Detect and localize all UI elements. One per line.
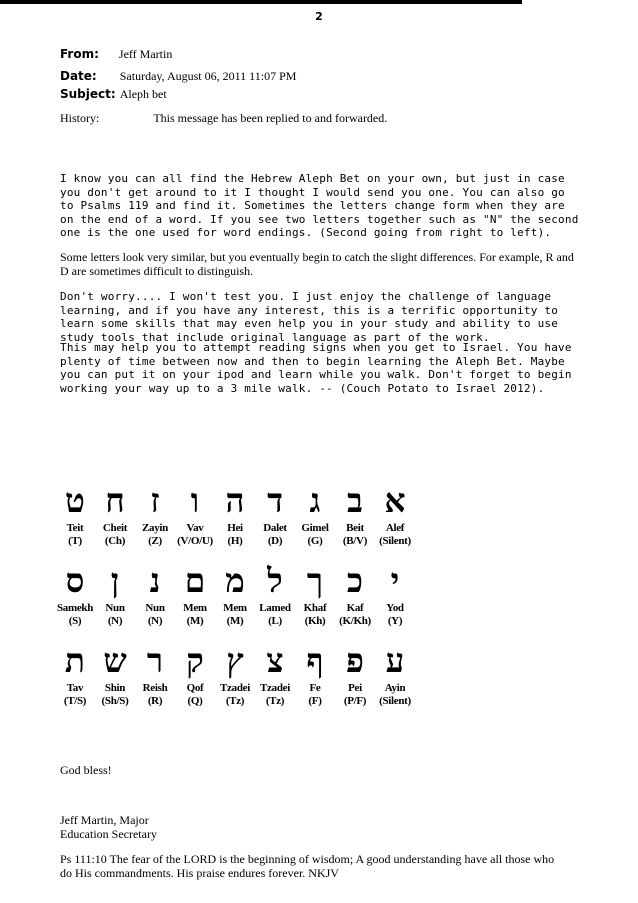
letter-tzadei-final <box>215 640 255 720</box>
letter-yod <box>375 560 415 640</box>
letter-sound: (G) <box>307 535 323 547</box>
letter-glyph: ל <box>267 561 283 600</box>
alphabet-row-2 <box>55 560 415 640</box>
date-value: Saturday, August 06, 2011 11:07 PM <box>119 69 297 83</box>
letter-teit <box>55 480 95 560</box>
letter-ayin <box>375 640 415 720</box>
letter-sound: (N) <box>107 615 123 627</box>
letter-sound: (V/O/U) <box>177 535 213 547</box>
hebrew-alphabet-chart <box>55 480 415 720</box>
letter-fe-final <box>295 640 335 720</box>
letter-sound: (Ch) <box>104 535 126 547</box>
letter-glyph: א <box>384 481 406 520</box>
letter-glyph: ש <box>103 641 127 680</box>
letter-sound: (Silent) <box>379 535 411 547</box>
letter-name: Alef <box>385 522 405 534</box>
alphabet-row-1 <box>55 480 415 560</box>
letter-name: Dalet <box>263 522 287 534</box>
letter-sound: (M) <box>226 615 244 627</box>
letter-alef <box>375 480 415 560</box>
letter-sound: (M) <box>186 615 204 627</box>
history-row <box>60 111 387 126</box>
letter-sound: (Tz) <box>265 695 285 707</box>
letter-glyph: צ <box>266 641 284 680</box>
letter-name: Nun <box>105 602 125 614</box>
letter-glyph: ב <box>347 481 363 520</box>
letter-name: Vav <box>186 522 204 534</box>
letter-sound: (P/F) <box>343 695 367 707</box>
letter-name: Tav <box>66 682 84 694</box>
letter-glyph: ץ <box>226 641 244 680</box>
letter-sound: (Kh) <box>304 615 326 627</box>
letter-nun-final <box>95 560 135 640</box>
letter-glyph: ע <box>385 641 405 680</box>
letter-name: Shin <box>104 682 126 694</box>
history-value: This message has been replied to and forwarded. <box>153 111 388 125</box>
letter-vav <box>175 480 215 560</box>
letter-name: Samekh <box>56 602 94 614</box>
scripture-verse: Ps 111:10 The fear of the LORD is the beginning of wisdom; A good understanding have all those who do His commandments. His praise endures forever. NKJV <box>60 852 555 880</box>
letter-tav <box>55 640 95 720</box>
letter-khaf-final <box>295 560 335 640</box>
subject-label: Subject: <box>60 87 116 101</box>
letter-name: Fe <box>309 682 321 694</box>
letter-sound: (R) <box>147 695 163 707</box>
from-label: From: <box>60 47 99 61</box>
letter-samekh <box>55 560 95 640</box>
letter-name: Khaf <box>303 602 327 614</box>
date-row <box>60 69 296 84</box>
letter-name: Teit <box>66 522 84 534</box>
letter-name: Hei <box>227 522 243 534</box>
letter-qof <box>175 640 215 720</box>
letter-glyph: ח <box>105 481 125 520</box>
date-label: Date: <box>60 69 97 83</box>
letter-name: Mem <box>183 602 207 614</box>
letter-name: Tzadei <box>260 682 290 694</box>
letter-sound: (Y) <box>387 615 403 627</box>
signature-name: Jeff Martin, Major <box>60 813 149 827</box>
from-row <box>60 47 172 62</box>
letter-mem <box>215 560 255 640</box>
subject-row <box>60 87 167 102</box>
letter-glyph: ת <box>64 641 86 680</box>
letter-glyph: ז <box>150 481 160 520</box>
letter-sound: (T/S) <box>63 695 87 707</box>
history-label: History: <box>60 111 100 125</box>
letter-name: Nun <box>145 602 165 614</box>
letter-glyph: ו <box>190 481 200 520</box>
letter-name: Lamed <box>259 602 291 614</box>
letter-sound: (B/V) <box>342 535 368 547</box>
letter-glyph: ר <box>146 641 164 680</box>
letter-glyph: ס <box>65 561 85 600</box>
letter-sound: (Q) <box>187 695 203 707</box>
letter-shin <box>95 640 135 720</box>
letter-sound: (N) <box>147 615 163 627</box>
body-paragraph-2: Some letters look very similar, but you eventually begin to catch the slight differences. For example, R and D are sometimes difficult to distinguish. <box>60 250 574 278</box>
letter-sound: (T) <box>68 535 82 547</box>
letter-name: Kaf <box>346 602 364 614</box>
letter-glyph: ד <box>267 481 283 520</box>
letter-glyph: י <box>390 561 400 600</box>
letter-lamed <box>255 560 295 640</box>
letter-name: Mem <box>223 602 247 614</box>
letter-glyph: מ <box>225 561 245 600</box>
letter-glyph: ג <box>309 481 321 520</box>
letter-name: Tzadei <box>220 682 250 694</box>
letter-glyph: ך <box>306 561 324 600</box>
letter-name: Pei <box>348 682 362 694</box>
letter-glyph: כ <box>346 561 364 600</box>
letter-sound: (S) <box>68 615 82 627</box>
letter-name: Ayin <box>384 682 406 694</box>
letter-glyph: פ <box>346 641 364 680</box>
body-paragraph-4: This may help you to attempt reading signs when you get to Israel. You have plenty of time between now and then to begin learning the Aleph Bet. Maybe you can put it on your ipod and learn while you walk. Don't forget to begin working your way up to a 3 mile walk. -- (Couch Potato to Israel 2012). <box>60 341 572 395</box>
letter-hei <box>215 480 255 560</box>
letter-nun <box>135 560 175 640</box>
letter-name: Beit <box>346 522 364 534</box>
letter-name: Gimel <box>301 522 329 534</box>
letter-glyph: ן <box>110 561 120 600</box>
letter-tzadei <box>255 640 295 720</box>
letter-reish <box>135 640 175 720</box>
letter-glyph: ט <box>65 481 85 520</box>
letter-cheit <box>95 480 135 560</box>
letter-glyph: נ <box>149 561 161 600</box>
letter-glyph: ם <box>184 561 206 600</box>
body-paragraph-1: I know you can all find the Hebrew Aleph Bet on your own, but just in case you don't get around to it I thought I would send you one. You can also go to Psalms 119 and find it. Sometimes the letters change form when they are on the end of a word. If you see two letters together such as "N" the second one is the one used for word endings. (Second going from right to left). <box>60 172 579 240</box>
letter-name: Zayin <box>141 522 168 534</box>
page-number: 2 <box>315 10 323 23</box>
letter-sound: (Tz) <box>225 695 245 707</box>
letter-sound: (Sh/S) <box>101 695 129 707</box>
letter-dalet <box>255 480 295 560</box>
letter-glyph: ף <box>306 641 324 680</box>
closing: God bless! <box>60 763 112 777</box>
alphabet-row-3 <box>55 640 415 720</box>
letter-beit <box>335 480 375 560</box>
signature-title: Education Secretary <box>60 827 157 841</box>
letter-mem-final <box>175 560 215 640</box>
letter-gimel <box>295 480 335 560</box>
letter-name: Yod <box>386 602 404 614</box>
letter-glyph: ק <box>186 641 204 680</box>
letter-sound: (K/Kh) <box>339 615 371 627</box>
letter-name: Cheit <box>102 522 128 534</box>
body-paragraph-3: Don't worry.... I won't test you. I just enjoy the challenge of language learning, and if you have any interest, this is a terrific opportunity to learn some skills that may even help you in your study and ability to use study tools that include original language as part of the work. <box>60 290 559 344</box>
from-value: Jeff Martin <box>118 47 173 61</box>
letter-sound: (D) <box>267 535 283 547</box>
letter-pei <box>335 640 375 720</box>
subject-value: Aleph bet <box>119 87 167 101</box>
top-rule <box>0 0 522 4</box>
letter-sound: (Z) <box>148 535 162 547</box>
letter-zayin <box>135 480 175 560</box>
letter-name: Qof <box>186 682 204 694</box>
letter-glyph: ה <box>225 481 245 520</box>
letter-kaf <box>335 560 375 640</box>
letter-sound: (Silent) <box>379 695 411 707</box>
letter-name: Reish <box>142 682 168 694</box>
letter-sound: (L) <box>268 615 282 627</box>
letter-sound: (F) <box>308 695 322 707</box>
letter-sound: (H) <box>227 535 243 547</box>
